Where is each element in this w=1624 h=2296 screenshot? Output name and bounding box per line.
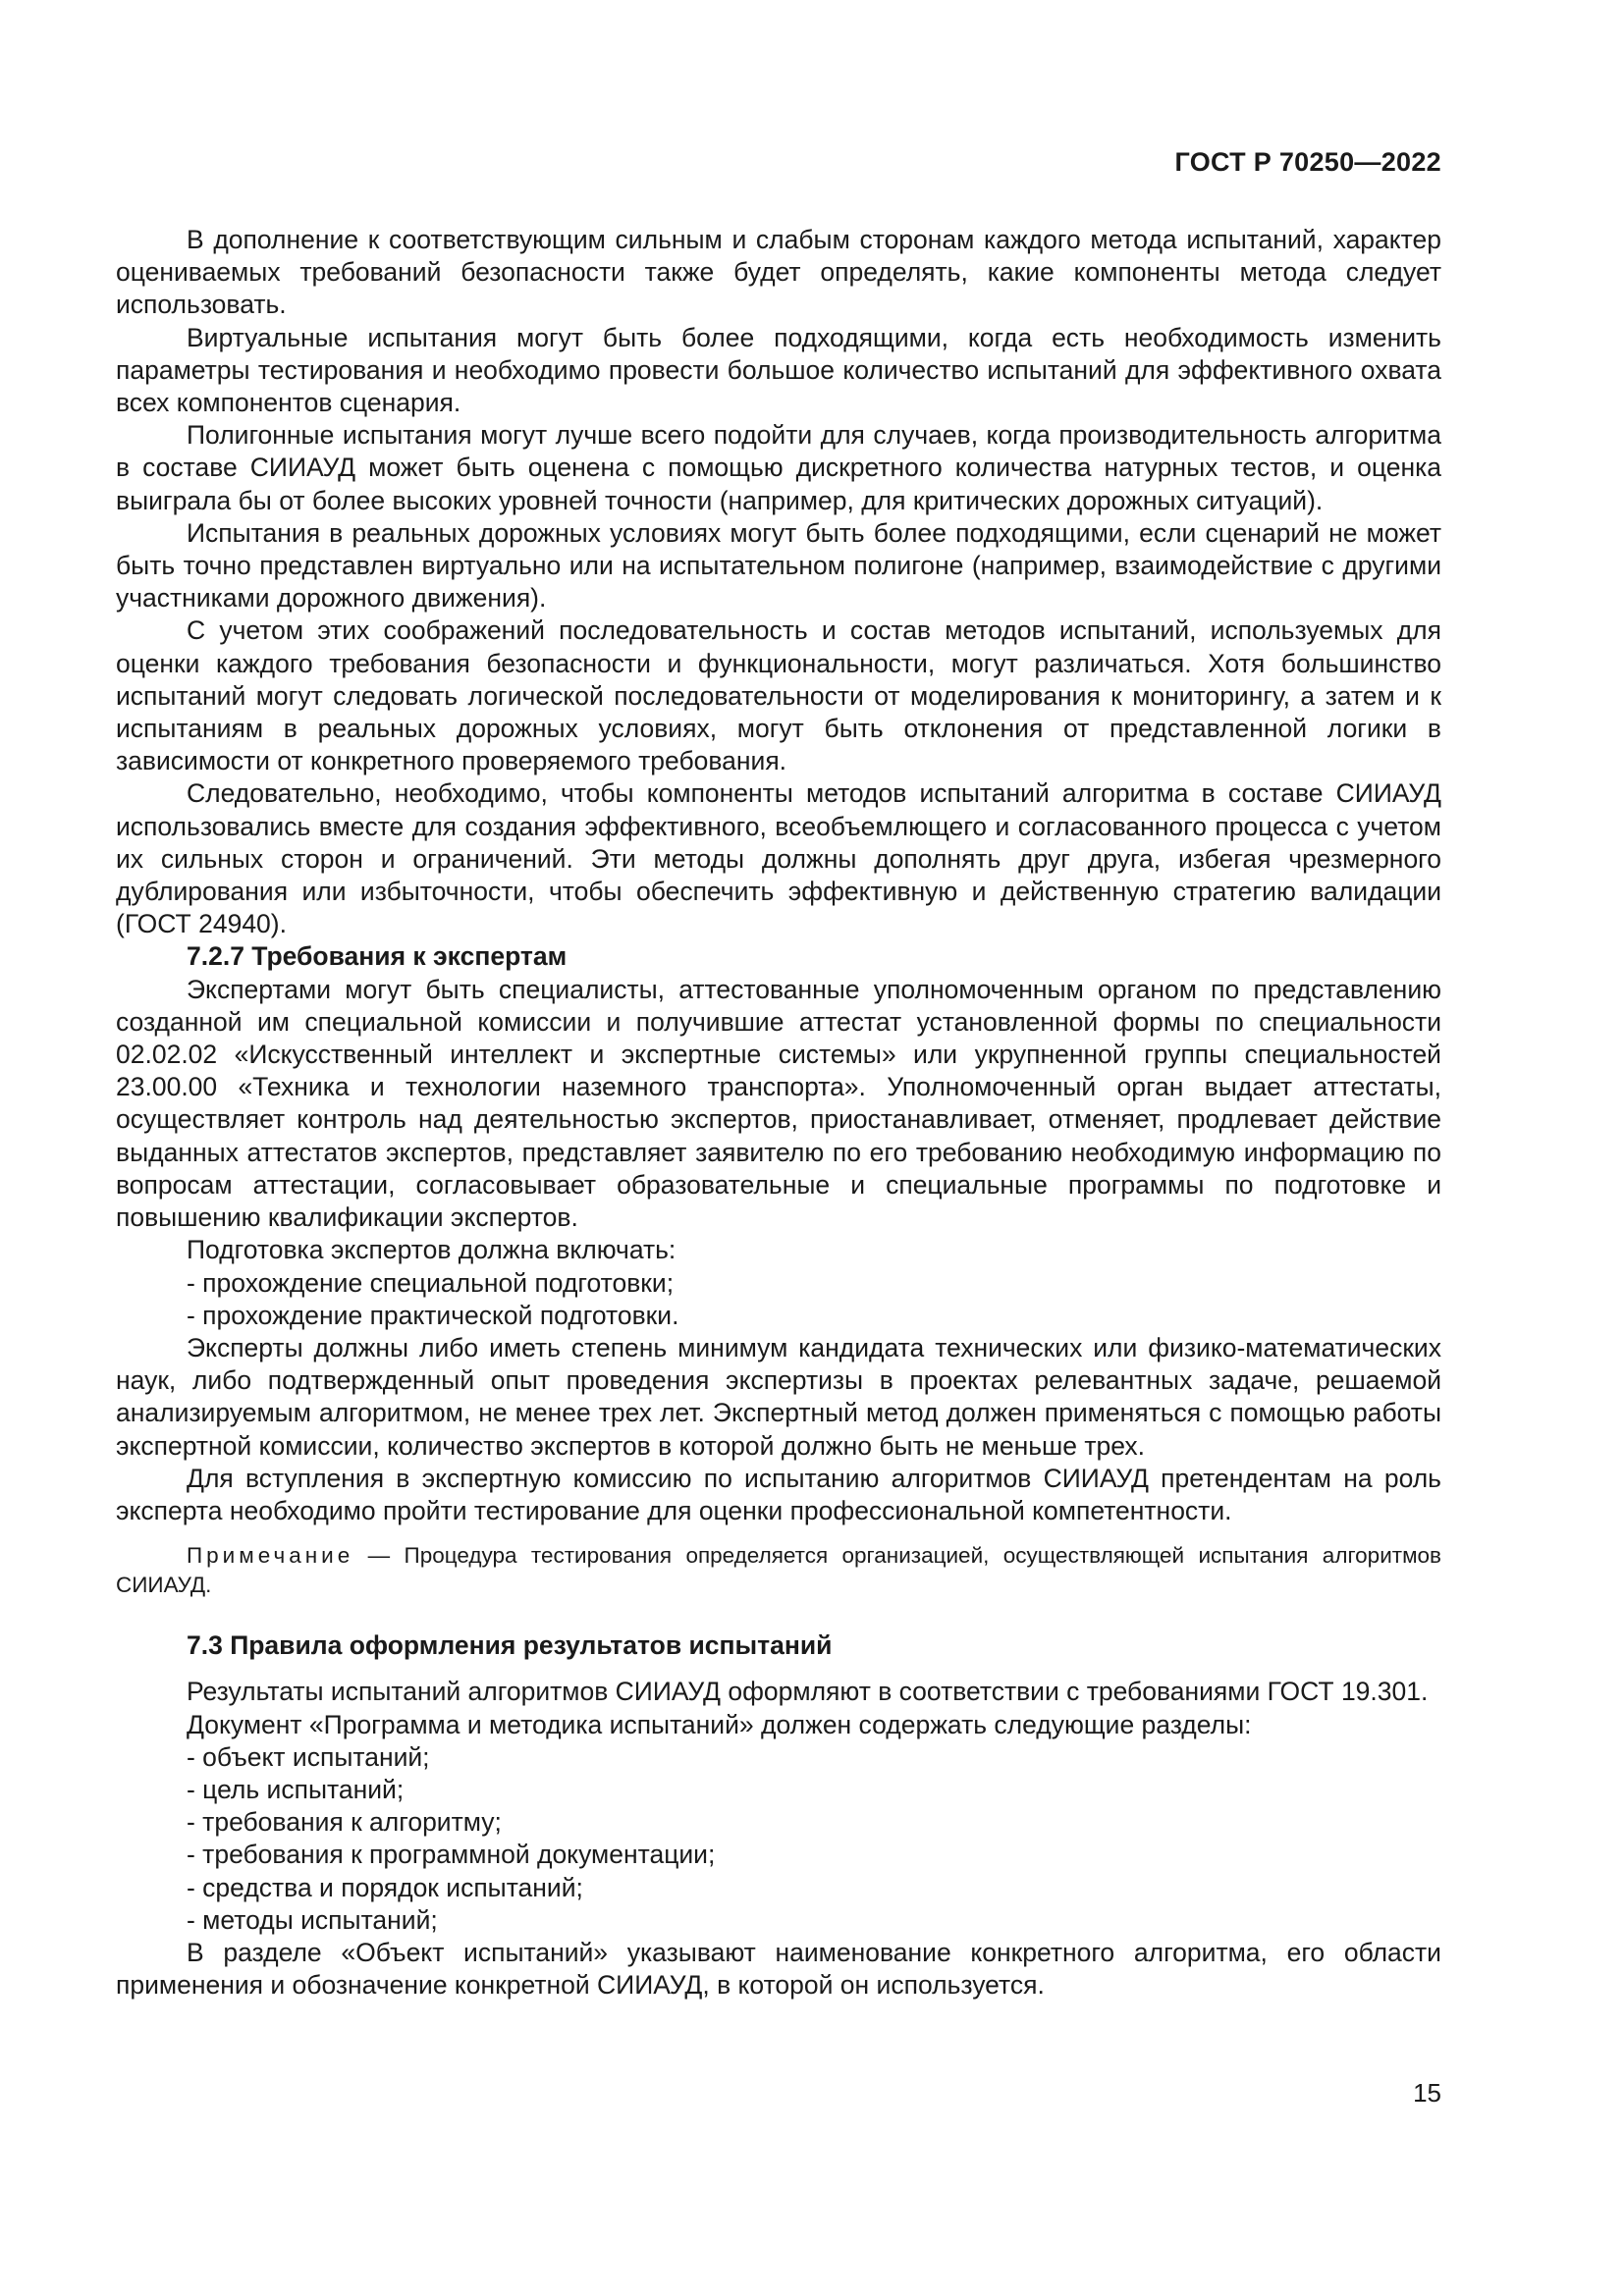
list-item: - прохождение специальной подготовки;: [187, 1267, 675, 1298]
list-item: - объект испытаний;: [187, 1741, 430, 1772]
list-item: - цель испытаний;: [187, 1774, 405, 1804]
note: [116, 1541, 1441, 1600]
paragraph: Испытания в реальных дорожных условиях могут быть более подходящими, если сценарий не может быть точно представлен виртуально или на испытательном полигоне (например, взаимодействие с другими участниками дорожного движения).: [116, 517, 1441, 614]
subsection-heading: 7.2.7 Требования к экспертам: [187, 941, 568, 972]
page-body: [116, 224, 1441, 2002]
paragraph: Для вступления в экспертную комиссию по испытанию алгоритмов СИИАУД претендентам на роль эксперта необходимо пройти тестирование для оценки профессиональной компетентности.: [116, 1463, 1441, 1525]
list-item: - прохождение практической подготовки.: [187, 1300, 679, 1330]
paragraph: Полигонные испытания могут лучше всего подойти для случаев, когда производительность алгоритма в составе СИИАУД может быть оценена с помощью дискретного количества натурных тестов, и оценка выиграла бы от более высоких уровней точности (например, для критических дорожных ситуаций).: [116, 420, 1441, 515]
section-heading: 7.3 Правила оформления результатов испытаний: [187, 1630, 833, 1661]
paragraph: Экспертами могут быть специалисты, аттестованные уполномоченным органом по представлению созданной им специальной комиссии и получившие аттестат установленной формы по специальности 02.02.02 «Искусственный интеллект и экспертные системы» или укрупненной группы специальностей 23.00.00 «Техника и технологии наземного транспорта». Уполномоченный орган выдает аттестаты, осуществляет контроль над деятельностью экспертов, приостанавливает, отменяет, продлевает действие выданных аттестатов экспертов, представляет заявителю по его требованию необходимую информацию по вопросам аттестации, согласовывает образовательные и специальные программы по подготовке и повышению квалификации экспертов.: [116, 974, 1441, 1233]
document-code: ГОСТ Р 70250—2022: [1174, 147, 1441, 177]
list-item: - методы испытаний;: [187, 1904, 438, 1935]
paragraph: Виртуальные испытания могут быть более подходящими, когда есть необходимость изменить параметры тестирования и необходимо провести большое количество испытаний для эффективного охвата всех компонентов сценария.: [116, 322, 1441, 418]
note-text: — Процедура тестирования определяется организацией, осуществляющей испытания алгоритмов СИИАУД.: [116, 1543, 1441, 1598]
list-item: - средства и порядок испытаний;: [187, 1872, 583, 1902]
paragraph: Эксперты должны либо иметь степень минимум кандидата технических или физико-математических наук, либо подтвержденный опыт проведения экспертизы в проектах релевантных задаче, решаемой анализируемым алгоритмом, не менее трех лет. Экспертный метод должен применяться с помощью работы экспертной комиссии, количество экспертов в которой должно быть не меньше трех.: [116, 1332, 1441, 1461]
paragraph: В разделе «Объект испытаний» указывают наименование конкретного алгоритма, его области применения и обозначение конкретной СИИАУД, в которой он используется.: [116, 1937, 1441, 2001]
page-number: 15: [1413, 2078, 1441, 2108]
note-label: Примечание: [187, 1543, 354, 1569]
paragraph: Подготовка экспертов должна включать:: [187, 1235, 677, 1265]
list-item: - требования к алгоритму;: [187, 1807, 502, 1838]
paragraph: Следовательно, необходимо, чтобы компоненты методов испытаний алгоритма в составе СИИАУД использовались вместе для создания эффективного, всеобъемлющего и согласованного процесса с учетом их сильных сторон и ограничений. Эти методы должны дополнять друг друга, избегая чрезмерного дублирования или избыточности, чтобы обеспечить эффективную и действенную стратегию валидации (ГОСТ 24940).: [116, 778, 1441, 939]
list-item: - требования к программной документации;: [187, 1840, 716, 1870]
paragraph: Результаты испытаний алгоритмов СИИАУД оформляют в соответствии с требованиями ГОСТ 19.301.: [187, 1677, 1429, 1707]
paragraph: В дополнение к соответствующим сильным и слабым сторонам каждого метода испытаний, характер оцениваемых требований безопасности также будет определять, какие компоненты метода следует использовать.: [116, 225, 1441, 320]
paragraph: С учетом этих соображений последовательность и состав методов испытаний, используемых для оценки каждого требования безопасности и функциональности, могут различаться. Хотя большинство испытаний могут следовать логической последовательности от моделирования к мониторингу, а затем и к испытаниям в реальных дорожных условиях, могут быть отклонения от представленной логики в зависимости от конкретного проверяемого требования.: [116, 615, 1441, 776]
paragraph: Документ «Программа и методика испытаний» должен содержать следующие разделы:: [187, 1709, 1252, 1739]
